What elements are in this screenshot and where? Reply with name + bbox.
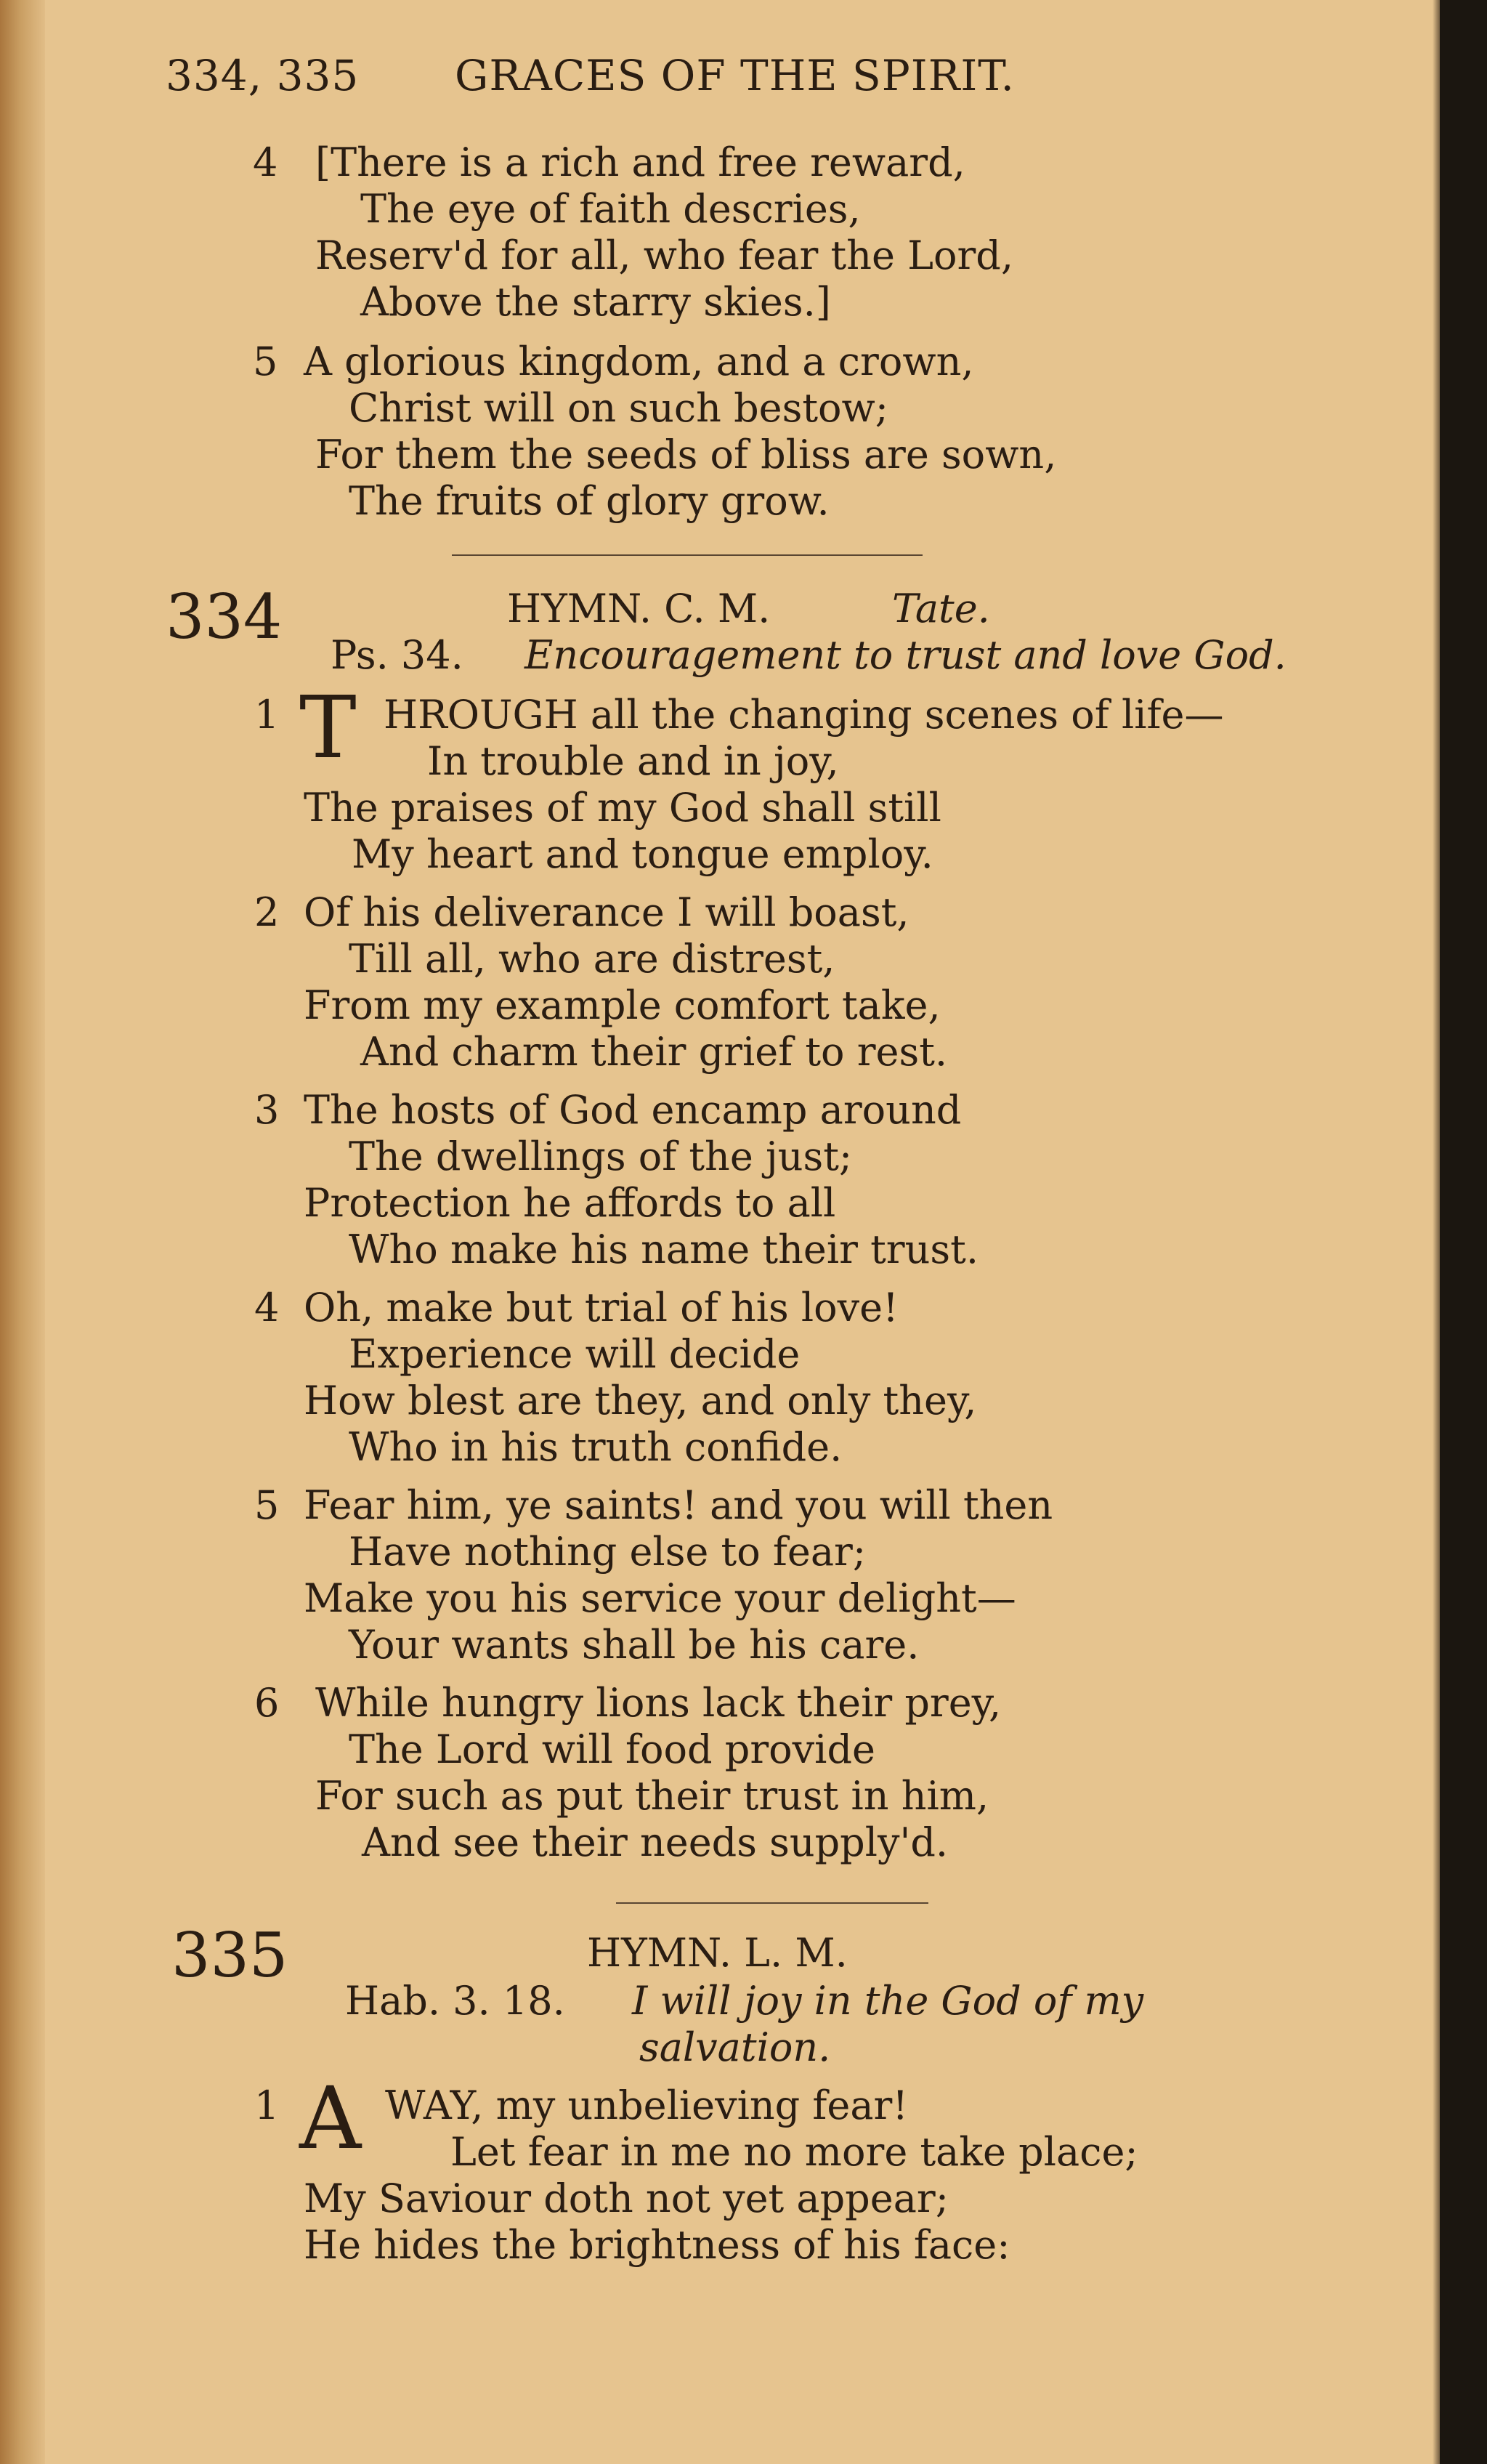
verse-number: 4 [253,140,278,185]
hymn-subject-335-cont: salvation. [639,2024,831,2070]
verse-line: How blest are they, and only they, [304,1378,977,1423]
verse-prev-4 [254,140,1013,326]
verse-number: 2 [254,889,280,935]
scripture-reference-335: Hab. 3. 18. [345,1978,565,2024]
verse-line: My heart and tongue employ. [352,831,933,877]
page-numbers: 334, 335 [166,51,360,100]
verse-line: In trouble and in joy, [427,738,839,784]
spine-shadow [1433,0,1440,2464]
verse-line: Let fear in me no more take place; [450,2129,1138,2175]
verse-line: Above the starry skies.] [360,279,831,325]
verse-number: 4 [254,1285,280,1330]
book-spine [1440,0,1487,2464]
verse-line: He hides the brightness of his face: [304,2222,1010,2268]
verse-line: HROUGH all the changing scenes of life— [384,692,1224,738]
verse-line: The dwellings of the just; [349,1134,853,1179]
verse-line: Protection he affords to all [304,1180,836,1226]
verse-prev-5 [254,339,1056,525]
verse-line: Who make his name their trust. [349,1227,978,1272]
verse-line: The hosts of God encamp around [304,1087,962,1133]
page-left-edge [0,0,45,2464]
verse-line: My Saviour doth not yet appear; [304,2176,949,2221]
verse-line: Your wants shall be his care. [349,1622,920,1668]
hymn-title-334: HYMN. C. M. [507,586,771,631]
verse-line: From my example comfort take, [304,982,941,1028]
scripture-reference-334: Ps. 34. [331,632,463,678]
hymn-subject-334: Encouragement to trust and love God. [524,632,1287,678]
verse-line: WAY, my unbelieving fear! [385,2083,909,2128]
verse-line: And charm their grief to rest. [360,1029,948,1075]
verse-line: The eye of faith descries, [360,186,861,232]
verse-line: Make you his service your delight— [304,1575,1016,1621]
verse-line: Reserv'd for all, who fear the Lord, [315,233,1014,278]
hymn-subject-335: I will joy in the God of my [632,1978,1144,2024]
verse-334-5 [254,1482,1053,1668]
hymn-title-335: HYMN. L. M. [587,1930,848,1976]
verse-line: Oh, make but trial of his love! [304,1285,899,1330]
verse-line: Experience will decide [349,1331,801,1377]
drop-capital: T [299,677,357,777]
verse-334-4 [254,1285,976,1471]
verse-line: Who in his truth confide. [349,1424,843,1470]
verse-line: And see their needs supply'd. [362,1819,949,1865]
verse-number: 1 [254,692,280,738]
drop-capital: A [299,2068,362,2168]
verse-line: While hungry lions lack their prey, [315,1680,1002,1726]
verse-334-3 [254,1087,978,1273]
section-divider [452,554,923,556]
verse-line: The Lord will food provide [349,1726,875,1772]
verse-line: Have nothing else to fear; [349,1529,867,1575]
verse-334-2 [254,889,947,1075]
section-divider [616,1902,928,1904]
verse-number: 1 [254,2083,280,2128]
verse-335-1 [254,2068,1138,2269]
verse-line: The praises of my God shall still [304,785,941,831]
verse-number: 3 [254,1087,280,1133]
verse-number: 5 [254,1482,280,1528]
verse-number: 5 [253,339,278,384]
verse-line: For such as put their trust in him, [315,1773,989,1819]
hymn-number-335: 335 [171,1920,288,1991]
verse-line: For them the seeds of bliss are sown, [315,432,1057,477]
verse-line: A glorious kingdom, and a crown, [304,339,974,384]
verse-334-1 [254,677,1224,878]
verse-line: [There is a rich and free reward, [315,140,965,185]
verse-line: Of his deliverance I will boast, [304,889,909,935]
verse-line: Till all, who are distrest, [349,936,835,982]
running-title: GRACES OF THE SPIRIT. [455,51,1015,100]
verse-line: Fear him, ye saints! and you will then [304,1482,1053,1528]
verse-334-6 [254,1680,1001,1866]
verse-line: Christ will on such bestow; [349,385,888,431]
hymn-author-334: Tate. [892,586,990,631]
verse-line: The fruits of glory grow. [349,478,830,524]
verse-number: 6 [254,1680,280,1726]
hymn-number-334: 334 [166,581,283,653]
